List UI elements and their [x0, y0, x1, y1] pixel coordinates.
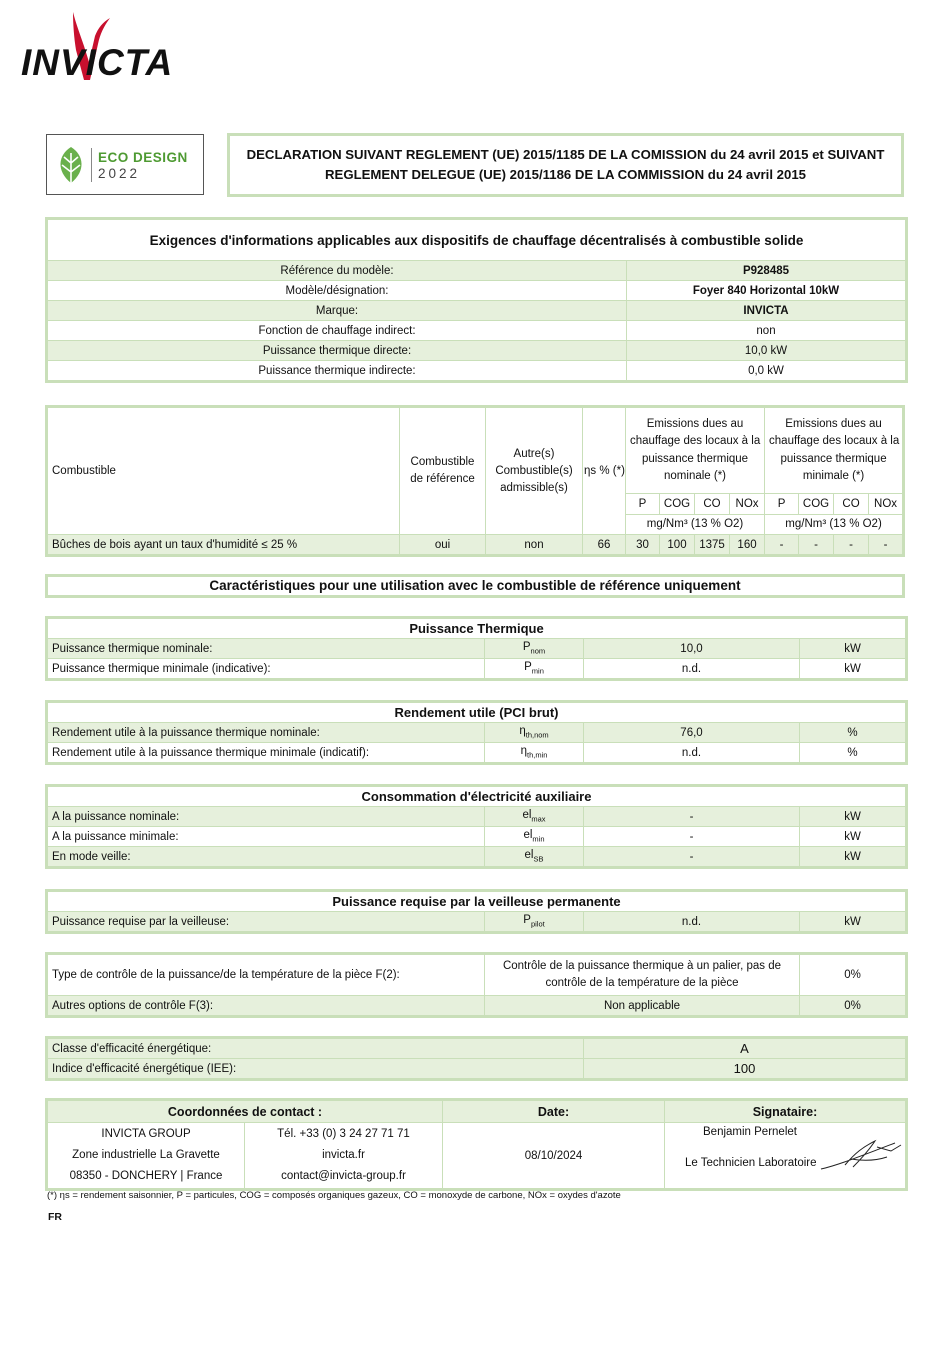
veilleuse-label: Puissance requise par la veilleuse: — [47, 912, 485, 933]
combustible-reference: oui — [400, 535, 486, 556]
iee-value: 100 — [584, 1059, 907, 1080]
el-min-unit: kW — [800, 827, 907, 847]
unit-minimal: mg/Nm³ (13 % O2) — [765, 514, 904, 534]
contact-address-block — [47, 1123, 245, 1190]
leaf-icon — [54, 145, 88, 190]
footnote: (*) ηs = rendement saisonnier, P = particules, COG = composés organiques gazeux, CO = monoxyde de carbone, NOx = oxydes d'azote — [47, 1190, 621, 1201]
header-nominal: Emissions dues au chauffage des locaux à la puissance thermique nominale (*) — [626, 407, 765, 494]
combustible-eta: 66 — [583, 535, 626, 556]
puissance-nominale-symbol: $P_{nom}$ — [485, 639, 584, 659]
nominal-p: 30 — [626, 535, 660, 556]
veilleuse-value: n.d. — [584, 912, 800, 933]
subcol-p-min: P — [765, 494, 799, 514]
contact-header: Coordonnées de contact : — [47, 1100, 443, 1123]
minimal-co: - — [834, 535, 869, 556]
label-modele: Modèle/désignation: — [47, 281, 627, 301]
minimal-cog: - — [799, 535, 834, 556]
subcol-nox-min: NOx — [869, 494, 904, 514]
combustible-autres: non — [486, 535, 583, 556]
el-sb-symbol: $el_{SB}$ — [485, 847, 584, 868]
eco-design-badge — [46, 134, 204, 195]
invicta-logo — [18, 4, 243, 84]
signature-image — [815, 1129, 905, 1180]
logo-text: INVICTA — [21, 42, 174, 83]
value-modele: Foyer 840 Horizontal 10kW — [627, 281, 907, 301]
subcol-co-min: CO — [834, 494, 869, 514]
header-autres: Autre(s) Combustible(s) admissible(s) — [486, 407, 583, 535]
label-chauffage-indirect: Fonction de chauffage indirect: — [47, 321, 627, 341]
rendement-title: Rendement utile (PCI brut) — [47, 702, 907, 723]
value-puissance-directe: 10,0 kW — [627, 341, 907, 361]
controle-autres-pct: 0% — [800, 996, 907, 1017]
minimal-nox: - — [869, 535, 904, 556]
header-minimal: Emissions dues au chauffage des locaux à la puissance thermique minimale (*) — [765, 407, 904, 494]
rendement-nominal-unit: % — [800, 723, 907, 743]
subcol-cog: COG — [660, 494, 695, 514]
contact-details-block — [245, 1123, 443, 1190]
rendement-nominal-value: 76,0 — [584, 723, 800, 743]
rendement-minimal-value: n.d. — [584, 743, 800, 764]
nominal-co: 1375 — [695, 535, 730, 556]
rendement-nominal-symbol: $\eta_{th,nom}$ — [485, 723, 584, 743]
puissance-minimale-label: Puissance thermique minimale (indicative): — [47, 659, 485, 680]
exigences-table — [45, 217, 908, 383]
puissance-title: Puissance Thermique — [47, 618, 907, 639]
subcol-p: P — [626, 494, 660, 514]
header-reference: Combustible de référence — [400, 407, 486, 535]
nominal-nox: 160 — [730, 535, 765, 556]
controle-type-label: Type de contrôle de la puissance/de la température de la pièce F(2): — [47, 954, 485, 996]
nominal-cog: 100 — [660, 535, 695, 556]
electricite-title: Consommation d'électricité auxiliaire — [47, 786, 907, 807]
contact-table — [45, 1098, 908, 1191]
label-puissance-indirecte: Puissance thermique indirecte: — [47, 361, 627, 382]
value-marque: INVICTA — [627, 301, 907, 321]
puissance-nominale-label: Puissance thermique nominale: — [47, 639, 485, 659]
value-chauffage-indirect: non — [627, 321, 907, 341]
combustible-table — [45, 405, 905, 557]
el-min-symbol: $el_{min}$ — [485, 827, 584, 847]
puissance-table — [45, 616, 908, 681]
combustible-name: Bûches de bois ayant un taux d'humidité ≤ 25 % — [47, 535, 400, 556]
signature-block — [665, 1123, 907, 1190]
rendement-minimal-symbol: $\eta_{th,min}$ — [485, 743, 584, 764]
eco-title: ECO DESIGN — [98, 150, 188, 165]
classe-label: Classe d'efficacité énergétique: — [47, 1038, 584, 1059]
el-sb-unit: kW — [800, 847, 907, 868]
classe-table — [45, 1036, 908, 1081]
controle-type-pct: 0% — [800, 954, 907, 996]
el-min-label: A la puissance minimale: — [47, 827, 485, 847]
subcol-nox: NOx — [730, 494, 765, 514]
iee-label: Indice d'efficacité énergétique (IEE): — [47, 1059, 584, 1080]
declaration-box — [227, 133, 904, 197]
label-marque: Marque: — [47, 301, 627, 321]
label-puissance-directe: Puissance thermique directe: — [47, 341, 627, 361]
language-code: FR — [48, 1211, 62, 1223]
controle-autres-value: Non applicable — [485, 996, 800, 1017]
el-max-unit: kW — [800, 807, 907, 827]
el-max-symbol: $el_{max}$ — [485, 807, 584, 827]
el-max-label: A la puissance nominale: — [47, 807, 485, 827]
rendement-minimal-label: Rendement utile à la puissance thermique minimale (indicatif): — [47, 743, 485, 764]
el-max-value: - — [584, 807, 800, 827]
contact-address-2: 08350 - DONCHERY | France — [69, 1170, 223, 1182]
veilleuse-symbol: $P_{pilot}$ — [485, 912, 584, 933]
header-combustible: Combustible — [47, 407, 400, 535]
contact-email: contact@invicta-group.fr — [281, 1170, 406, 1182]
controle-autres-label: Autres options de contrôle F(3): — [47, 996, 485, 1017]
unit-nominal: mg/Nm³ (13 % O2) — [626, 514, 765, 534]
rendement-minimal-unit: % — [800, 743, 907, 764]
signataire-header: Signataire: — [665, 1100, 907, 1123]
veilleuse-unit: kW — [800, 912, 907, 933]
declaration-line-1: DECLARATION SUIVANT REGLEMENT (UE) 2015/1185 DE LA COMISSION du 24 avril 2015 et SUIVANT — [246, 147, 885, 162]
contact-date: 08/10/2024 — [443, 1123, 665, 1190]
veilleuse-title: Puissance requise par la veilleuse permanente — [47, 891, 907, 912]
value-puissance-indirecte: 0,0 kW — [627, 361, 907, 382]
rendement-table — [45, 700, 908, 765]
controle-table — [45, 952, 908, 1018]
contact-tel: Tél. +33 (0) 3 24 27 71 71 — [277, 1128, 410, 1140]
declaration-line-2: REGLEMENT DELEGUE (UE) 2015/1186 DE LA COMMISSION du 24 avril 2015 — [325, 167, 806, 182]
controle-type-value: Contrôle de la puissance thermique à un palier, pas de contrôle de la température de la pièce — [485, 954, 800, 996]
contact-company: INVICTA GROUP — [101, 1128, 191, 1140]
signer-name: Benjamin Pernelet — [703, 1126, 797, 1138]
signer-role: Le Technicien Laboratoire — [685, 1157, 817, 1169]
subcol-co: CO — [695, 494, 730, 514]
exigences-title: Exigences d'informations applicables aux dispositifs de chauffage décentralisés à combustible solide — [47, 219, 907, 261]
contact-web: invicta.fr — [322, 1149, 365, 1161]
caracteristiques-banner: Caractéristiques pour une utilisation avec le combustible de référence uniquement — [45, 574, 905, 598]
puissance-nominale-unit: kW — [800, 639, 907, 659]
puissance-nominale-value: 10,0 — [584, 639, 800, 659]
puissance-minimale-value: n.d. — [584, 659, 800, 680]
date-header: Date: — [443, 1100, 665, 1123]
header-eta: ηs % (*) — [583, 407, 626, 535]
electricite-table — [45, 784, 908, 869]
veilleuse-table — [45, 889, 908, 934]
rendement-nominal-label: Rendement utile à la puissance thermique nominale: — [47, 723, 485, 743]
label-reference: Référence du modèle: — [47, 261, 627, 281]
el-min-value: - — [584, 827, 800, 847]
el-sb-label: En mode veille: — [47, 847, 485, 868]
minimal-p: - — [765, 535, 799, 556]
classe-value: A — [584, 1038, 907, 1059]
puissance-minimale-unit: kW — [800, 659, 907, 680]
contact-address-1: Zone industrielle La Gravette — [72, 1149, 220, 1161]
value-reference: P928485 — [627, 261, 907, 281]
subcol-cog-min: COG — [799, 494, 834, 514]
eco-year: 2022 — [98, 166, 141, 181]
puissance-minimale-symbol: $P_{min}$ — [485, 659, 584, 680]
el-sb-value: - — [584, 847, 800, 868]
